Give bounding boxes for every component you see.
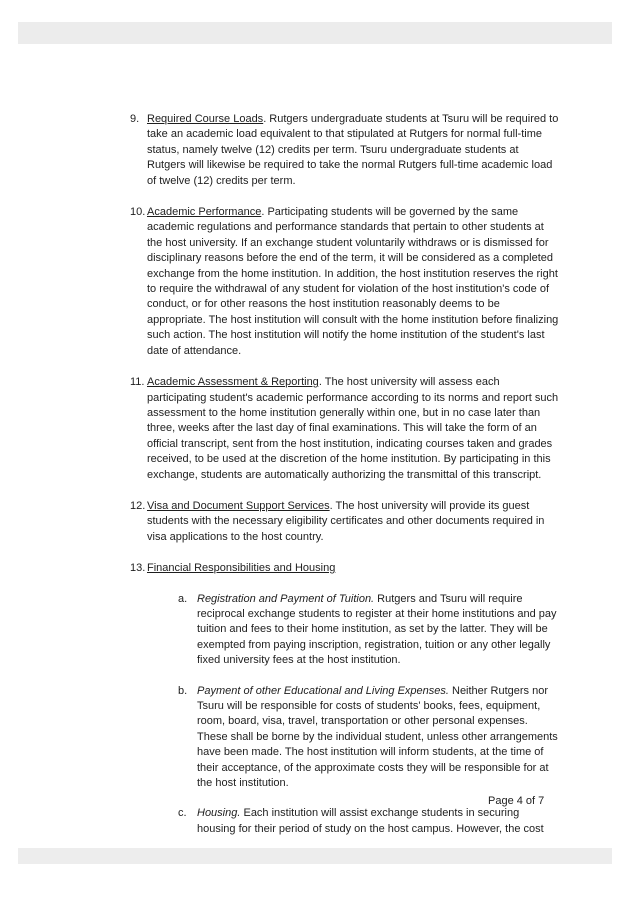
subsection-b	[178, 684, 560, 792]
subsection-letter: b.	[178, 684, 188, 697]
subsection-a	[178, 592, 560, 669]
page-number: Page 4 of 7	[488, 795, 545, 807]
section-number: 10.	[130, 206, 146, 219]
subsection-heading: Payment of other Educational and Living Expenses.	[197, 684, 449, 697]
scan-border-top	[18, 22, 612, 44]
section-number: 9.	[130, 113, 140, 125]
section-heading: Visa and Document Support Services	[147, 499, 330, 512]
section-heading: Financial Responsibilities and Housing	[147, 562, 336, 575]
section-heading: Academic Assessment & Reporting	[147, 376, 319, 389]
section-number: 11.	[130, 376, 145, 389]
document-body	[130, 112, 560, 853]
scan-border-bottom	[18, 848, 612, 864]
section-text: . Rutgers undergraduate students at Tsuru will be required to take an academic load equivalent to that stipulated at Rutgers for normal full-time status, namely twelve (12) credits per term. Tsuru undergraduate students at Rutgers will likewise be required to take the normal Rutgers full-time academic load of twelve (12) credits per term.	[147, 113, 559, 187]
section-12	[130, 499, 560, 545]
subsection-text: Rutgers and Tsuru will require reciprocal exchange students to register at their home institutions and pay tuition and fees to their home institution, as set by the latter. They will be exempted from paying inscription, registration, tuition or any other legally fixed university fees at the host institution.	[197, 592, 557, 667]
section-10	[130, 205, 560, 359]
subsection-heading: Registration and Payment of Tuition.	[197, 592, 375, 605]
subsection-letter: a.	[178, 592, 188, 605]
section-number: 13.	[130, 562, 146, 575]
section-11	[130, 375, 560, 483]
section-heading: Academic Performance	[147, 206, 262, 219]
subsection-text: Neither Rutgers nor Tsuru will be responsible for costs of students' books, fees, equipment, room, board, visa, travel, transportation or other personal expenses. These shall be borne by the individual student, unless other arrangements have been made. The host institution will inform students, at the time of their acceptance, of the approximate costs they will be responsible for at the host institution.	[197, 684, 558, 790]
section-text: . The host university will provide its guest students with the necessary eligibility certificates and other documents required in visa applications to the host country.	[147, 499, 545, 543]
section-text: . Participating students will be governed by the same academic regulations and performance standards that pertain to other students at the host university. If an exchange student voluntarily withdraws or is dismissed for disciplinary reasons before the end of the term, it will be considered as a completed exchange from the home institution. In addition, the host institution reserves the right to require the withdrawal of any student for violation of the host institution's code of conduct, or for other reasons the host institution reasonably deems to be appropriate. The host institution will consult with the home institution before finalizing such action. The host institution will notify the home institution of the student's last date of attendance.	[147, 206, 559, 357]
section-number: 12.	[130, 499, 146, 512]
subsection-text: Each institution will assist exchange students in securing housing for their period of study on the host campus. However, the cost	[197, 807, 544, 835]
section-text: . The host university will assess each participating student's academic performance according to its norms and report such assessment to the home institution generally within one, but in no case later than three, weeks after the last day of final examinations. This will take the form of an official transcript, sent from the host institution, indicating courses taken and grades received, to be used at the discretion of the home institution. By participating in this exchange, students are automatically authorizing the transmittal of this transcript.	[147, 376, 559, 481]
section-9	[130, 112, 560, 189]
subsection-c	[178, 806, 560, 837]
section-heading: Required Course Loads	[147, 113, 264, 125]
subsection-heading: Housing.	[197, 807, 241, 820]
subsection-letter: c.	[178, 807, 187, 820]
